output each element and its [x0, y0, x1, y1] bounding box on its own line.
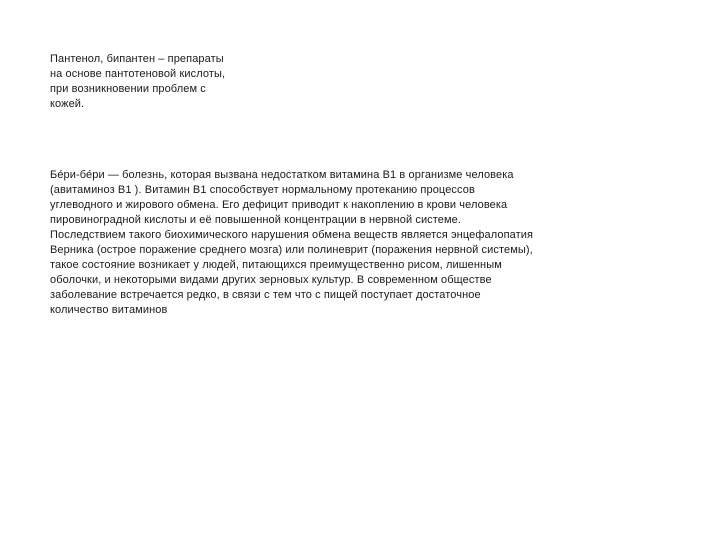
beriberi-paragraph: Бе́ри-бе́ри — болезнь, которая вызвана недостатком витамина В1 в организме человека (авитаминоз В1 ). Витамин В1 способствует нормальному протеканию процессов углеводного и жирового обмена. Его дефицит приводит к накоплению в крови человека пировиноградной кислоты и её повышенной концентрации в нервной системе. Последствием такого биохимического нарушения обмена веществ является энцефалопатия Верника (острое поражение среднего мозга) или полиневрит (поражения нервной системы), такое состояние возникает у людей, питающихся преимущественно рисом, лишенным оболочки, и некоторыми видами других зерновых культур. В современном обществе заболевание встречается редко, в связи с тем что с пищей поступает достаточное количество витаминов	[50, 169, 534, 316]
panthenol-paragraph: Пантенол, бипантен – препараты на основе пантотеновой кислоты, при возникновении проблем с кожей.	[50, 53, 226, 110]
